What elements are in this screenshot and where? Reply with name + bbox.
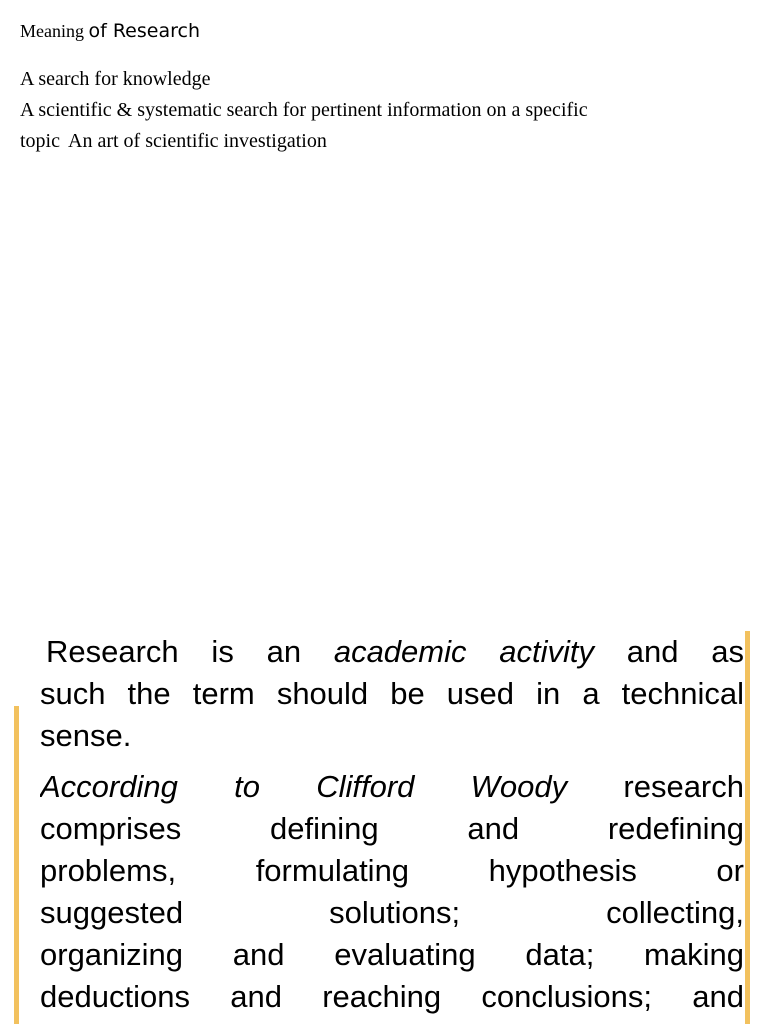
definition-line-3-part-a: topic xyxy=(20,130,60,152)
definition-line-2: A scientific & systematic search for pertinent information on a specific xyxy=(20,99,588,121)
accent-bar-right xyxy=(745,631,750,1024)
page-title xyxy=(20,20,200,42)
slide-p1-line-1-text-c: and as xyxy=(594,634,744,669)
accent-bar-left xyxy=(14,706,19,1024)
slide-p1-line-2: such the term should be used in a technical xyxy=(40,676,744,711)
slide-p1-line-3: sense. xyxy=(40,718,132,753)
title-part-meaning: Meaning xyxy=(20,21,89,41)
slide-p1-line-1 xyxy=(40,631,744,673)
slide-p2-line-4: suggested solutions; collecting, xyxy=(40,895,744,930)
slide-p2-line-5: organizing and evaluating data; making xyxy=(40,937,744,972)
slide-p2-line-3: problems, formulating hypothesis or xyxy=(40,853,744,888)
definition-line-3-part-b: An art of scientific investigation xyxy=(68,130,327,152)
title-part-of-research: of Research xyxy=(88,20,200,42)
slide-paragraph-2 xyxy=(40,766,744,1018)
slide-paragraph-1 xyxy=(40,631,744,757)
slide-p2-line-2: comprises defining and redefining xyxy=(40,811,744,846)
definition-line-3 xyxy=(20,130,327,153)
slide-p1-line-1-italic: academic activity xyxy=(333,634,595,669)
slide-p1-line-1-text-a: Research is an xyxy=(46,634,334,669)
slide-p2-line-1 xyxy=(40,766,744,808)
definition-line-1: A search for knowledge xyxy=(20,68,211,90)
slide-p2-line-1-italic: According to Clifford Woody xyxy=(40,769,568,804)
slide-p2-line-1-text: research xyxy=(567,769,744,804)
slide-p2-line-6: deductions and reaching conclusions; and xyxy=(40,979,744,1014)
